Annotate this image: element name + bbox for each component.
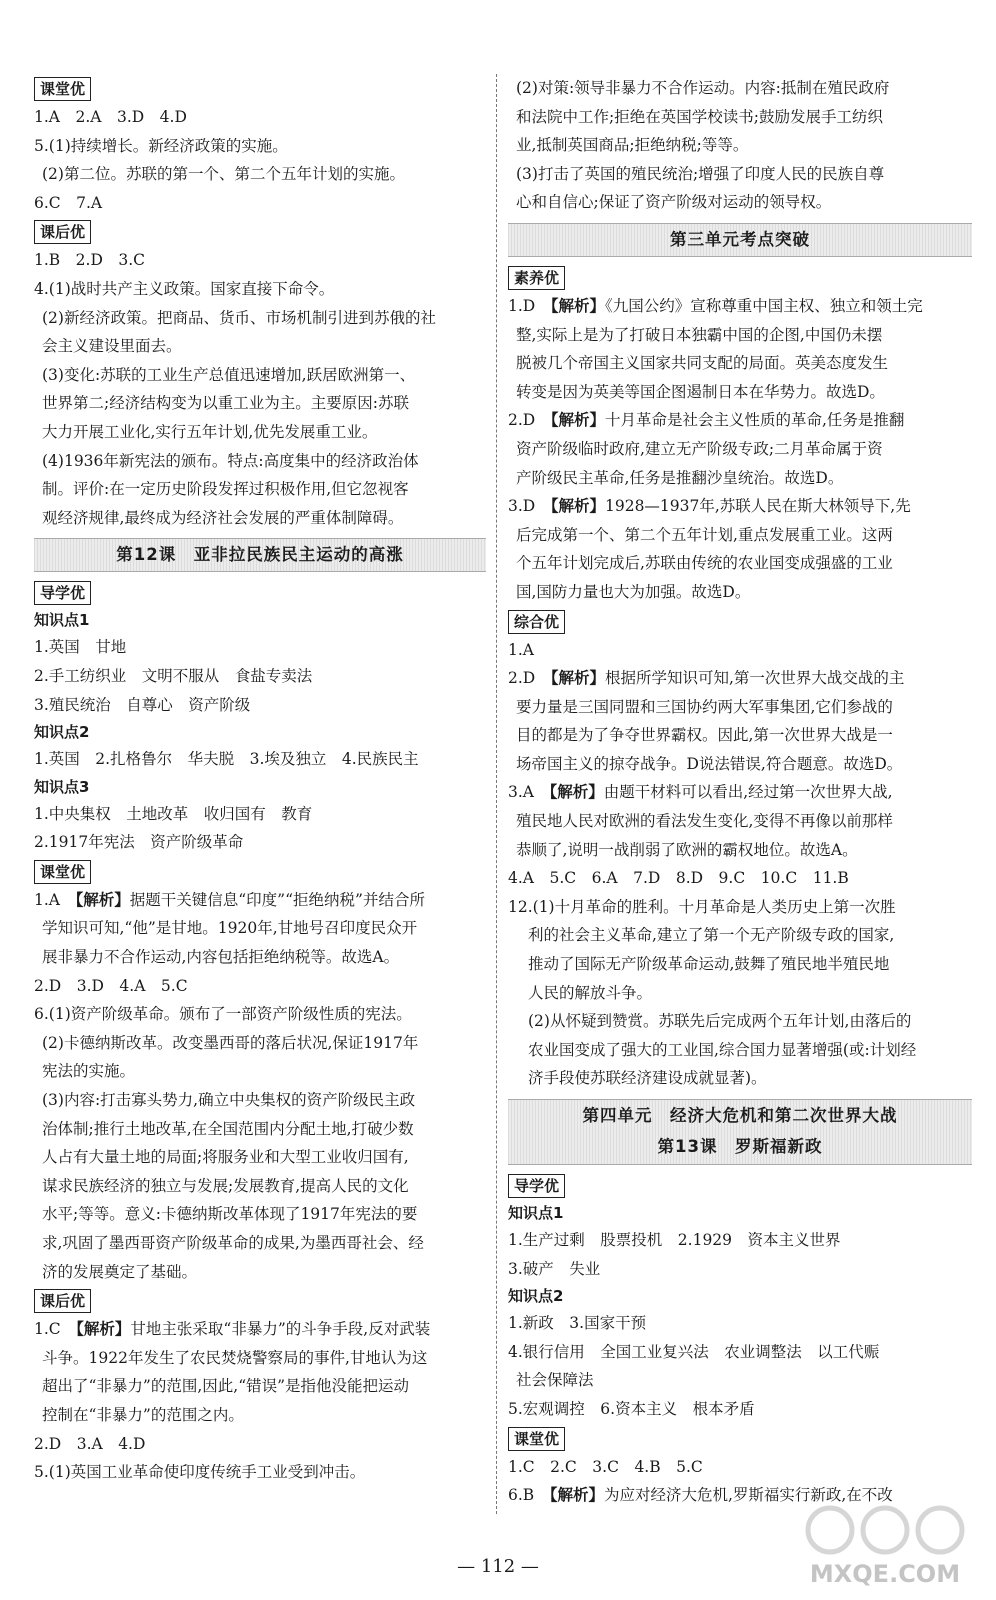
answer-line: 1.A: [508, 640, 534, 659]
section-tag: 课后优: [34, 1289, 91, 1313]
unit-banner: [508, 1099, 972, 1165]
answer-line: [34, 886, 486, 915]
answer-line: 济手段使苏联经济建设成就显著)。: [528, 1069, 767, 1088]
answer-number: 3.A: [508, 783, 550, 802]
knowledge-point-heading: 知识点2: [508, 1287, 564, 1306]
lesson-title: 第13课 罗斯福新政: [657, 1137, 823, 1156]
section-tag: 素养优: [508, 266, 565, 290]
section-tag-row: [508, 607, 972, 636]
column-divider: [496, 74, 497, 1514]
answer-line: 1.B 2.D 3.C: [34, 251, 146, 270]
answer-line: 农业国变成了强大的工业国,综合国力显著增强(或:计划经: [528, 1040, 917, 1059]
answer-line: 和法院中工作;拒绝在英国学校读书;鼓励发展手工纺织: [516, 107, 883, 126]
answer-line: (3)变化:苏联的工业生产总值迅速增加,跃居欧洲第一、: [42, 365, 416, 384]
answer-line: 1.中央集权 土地改革 收归国有 教育: [34, 804, 313, 823]
analysis-label: 【解析】: [549, 783, 604, 802]
answer-line: (3)打击了英国的殖民统治;增强了印度人民的民族自尊: [516, 164, 885, 183]
answer-line: 2.D 3.A 4.D: [34, 1434, 146, 1453]
answer-line: 场帝国主义的掠夺战争。D说法错误,符合题意。故选D。: [516, 754, 903, 773]
answer-line: (2)从怀疑到赞赏。苏联先后完成两个五年计划,由落后的: [528, 1012, 912, 1031]
answer-line: 求,巩固了墨西哥资产阶级革命的成果,为墨西哥社会、经: [42, 1234, 424, 1252]
knowledge-point-heading: 知识点3: [34, 777, 90, 796]
analysis-label: 【解析】: [550, 497, 605, 516]
answer-line: 心和自信心;保证了资产阶级对运动的领导权。: [516, 193, 832, 212]
answer-line: (2)第二位。苏联的第一个、第二个五年计划的实施。: [42, 165, 405, 184]
section-tag-row: [34, 1286, 486, 1315]
answer-line: 国,国防力量也大为加强。故选D。: [516, 582, 751, 601]
answer-line: (2)新经济政策。把商品、货币、市场机制引进到苏俄的社: [42, 308, 436, 327]
section-tag-row: [34, 217, 486, 246]
section-tag-row: [508, 263, 972, 292]
section-tag: 课堂优: [508, 1427, 565, 1451]
analysis-text: 十月革命是社会主义性质的革命,任务是推翻: [604, 411, 905, 430]
answer-line: 产阶级民主革命,任务是推翻沙皇统治。故选D。: [516, 468, 844, 487]
answer-line: (2)对策:领导非暴力不合作运动。内容:抵制在殖民政府: [516, 79, 890, 97]
answer-line: 5.宏观调控 6.资本主义 根本矛盾: [508, 1399, 755, 1418]
answer-line: 济的发展奠定了基础。: [42, 1262, 198, 1281]
answer-number: 1.D: [508, 296, 551, 315]
answer-line: 世界第二;经济结构变为以重工业为主。主要原因:苏联: [42, 394, 409, 413]
answer-number: 1.C: [34, 1320, 77, 1339]
answer-line: 后完成第一个、第二个五年计划,重点发展重工业。这两: [516, 525, 893, 544]
analysis-label: 【解析】: [550, 296, 605, 315]
answer-line: 6.(1)资产阶级革命。颁布了一部资产阶级性质的宪法。: [34, 1005, 412, 1024]
section-tag: 课后优: [34, 220, 91, 244]
analysis-text: 甘地主张采取“非暴力”的斗争手段,反对武装: [130, 1320, 431, 1339]
answer-line: 转变是因为英美等国企图遏制日本在华势力。故选D。: [516, 382, 885, 401]
answer-line: 人民的解放斗争。: [528, 983, 653, 1002]
left-column: [34, 74, 486, 1487]
answer-line: 资产阶级临时政府,建立无产阶级专政;二月革命属于资: [516, 439, 883, 458]
answer-line: 1.英国 甘地: [34, 638, 127, 657]
answer-line: [34, 1315, 486, 1344]
answer-line: 要力量是三国同盟和三国协约两大军事集团,它们参战的: [516, 697, 893, 716]
section-tag: 课堂优: [34, 860, 91, 884]
right-column: [508, 74, 972, 1510]
answer-line: 4.A 5.C 6.A 7.D 8.D 9.C 10.C 11.B: [508, 869, 849, 888]
answer-line: 3.破产 失业: [508, 1259, 601, 1278]
answer-line: 制。评价:在一定历史阶段发挥过积极作用,但它忽视客: [42, 480, 409, 499]
answer-line: 2.手工纺织业 文明不服从 食盐专卖法: [34, 666, 313, 685]
answer-line: 6.C 7.A: [34, 193, 103, 212]
analysis-label: 【解析】: [550, 411, 605, 430]
section-tag-row: [508, 1424, 972, 1453]
answer-line: 会主义建设里面去。: [42, 337, 182, 356]
section-tag: 导学优: [34, 581, 91, 605]
section-tag-row: [34, 578, 486, 607]
answer-line: 2.D 3.D 4.A 5.C: [34, 976, 188, 995]
answer-number: 2.D: [508, 411, 551, 430]
answer-line: [508, 292, 972, 321]
analysis-text: 据题干关键信息“印度”“拒绝纳税”并结合所: [129, 890, 425, 909]
lesson-banner: 第12课 亚非拉民族民主运动的高涨: [34, 538, 486, 572]
analysis-text: 《九国公约》宣称尊重中国主权、独立和领土完: [604, 296, 923, 315]
answer-line: 利的社会主义革命,建立了第一个无产阶级专政的国家,: [528, 926, 895, 945]
answer-number: 6.B: [508, 1486, 550, 1505]
section-tag: 综合优: [508, 610, 565, 634]
analysis-text: 根据所学知识可知,第一次世界大战交战的主: [604, 669, 905, 688]
section-tag-row: [34, 857, 486, 886]
answer-line: 1.生产过剩 股票投机 2.1929 资本主义世界: [508, 1231, 841, 1249]
answer-line: 推动了国际无产阶级革命运动,鼓舞了殖民地半殖民地: [528, 955, 890, 974]
answer-line: 治体制;推行土地改革,在全国范围内分配土地,打破少数: [42, 1119, 414, 1138]
section-tag-row: [508, 1171, 972, 1200]
answer-line: [508, 664, 972, 693]
analysis-label: 【解析】: [76, 1320, 131, 1339]
answer-line: [508, 406, 972, 435]
answer-line: (3)内容:打击寡头势力,确立中央集权的资产阶级民主政: [42, 1091, 416, 1110]
answer-line: 脱被几个帝国主义国家共同支配的局面。英美态度发生: [516, 354, 889, 373]
answer-line: 超出了“非暴力”的范围,因此,“错误”是指他没能把运动: [42, 1377, 410, 1396]
knowledge-point-heading: 知识点1: [34, 611, 90, 630]
analysis-label: 【解析】: [549, 1486, 604, 1505]
answer-line: 1.英国 2.扎格鲁尔 华夫脱 3.埃及独立 4.民族民主: [34, 750, 419, 769]
knowledge-point-heading: 知识点2: [34, 723, 90, 742]
answer-line: (4)1936年新宪法的颁布。特点:高度集中的经济政治体: [42, 451, 419, 470]
answer-line: 展非暴力不合作运动,内容包括拒绝纳税等。故选A。: [42, 948, 400, 967]
analysis-label: 【解析】: [75, 890, 130, 909]
answer-line: 恭顺了,说明一战削弱了欧洲的霸权地位。故选A。: [516, 840, 858, 859]
lesson-banner: 第三单元考点突破: [508, 223, 972, 257]
answer-line: 1.A 2.A 3.D 4.D: [34, 108, 187, 126]
watermark-logo: [790, 1500, 980, 1592]
answer-line: 社会保障法: [516, 1371, 594, 1390]
answer-line: 水平;等等。意义:卡德纳斯改革体现了1917年宪法的要: [42, 1205, 418, 1224]
knowledge-point-heading: 知识点1: [508, 1204, 564, 1222]
answer-number: 3.D: [508, 497, 551, 516]
answer-line: 12.(1)十月革命的胜利。十月革命是人类历史上第一次胜: [508, 897, 896, 916]
answer-line: 大力开展工业化,实行五年计划,优先发展重工业。: [42, 422, 378, 441]
section-tag: 导学优: [508, 1174, 565, 1198]
answer-number: 2.D: [508, 669, 551, 688]
answer-line: 整,实际上是为了打破日本独霸中国的企图,中国仍未摆: [516, 325, 883, 344]
answer-line: 谋求民族经济的独立与发展;发展教育,提高人民的文化: [42, 1176, 409, 1195]
answer-line: 1.C 2.C 3.C 4.B 5.C: [508, 1457, 703, 1476]
svg-text:MXQE.COM: MXQE.COM: [809, 1560, 961, 1588]
answer-line: 控制在“非暴力”的范围之内。: [42, 1405, 244, 1424]
answer-number: 1.A: [34, 890, 76, 909]
answer-line: 殖民地人民对欧洲的看法发生变化,变得不再像以前那样: [516, 812, 893, 831]
answer-line: [508, 492, 972, 521]
analysis-label: 【解析】: [550, 669, 605, 688]
page-number: — 112 —: [457, 1556, 539, 1577]
answer-line: 2.1917年宪法 资产阶级革命: [34, 833, 244, 852]
answer-line: 宪法的实施。: [42, 1062, 136, 1081]
answer-line: 3.殖民统治 自尊心 资产阶级: [34, 695, 251, 714]
section-tag: 课堂优: [34, 77, 91, 101]
answer-line: 4.(1)战时共产主义政策。国家直接下命令。: [34, 279, 335, 298]
section-tag-row: [34, 74, 486, 103]
answer-line: 学知识可知,“他”是甘地。1920年,甘地号召印度民众开: [42, 919, 418, 938]
answer-line: [508, 778, 972, 807]
answer-line: 5.(1)持续增长。新经济政策的实施。: [34, 136, 288, 155]
answer-line: 4.银行信用 全国工业复兴法 农业调整法 以工代赈: [508, 1342, 880, 1361]
answer-line: 观经济规律,最终成为经济社会发展的严重体制障碍。: [42, 508, 404, 527]
answer-line: 人占有大量土地的局面;将服务业和大型工业收归国有,: [42, 1148, 409, 1167]
unit-title: 第四单元 经济大危机和第二次世界大战: [582, 1106, 898, 1125]
answer-line: (2)卡德纳斯改革。改变墨西哥的落后状况,保证1917年: [42, 1033, 419, 1052]
analysis-text: 1928—1937年,苏联人民在斯大林领导下,先: [604, 497, 911, 516]
answer-line: 目的都是为了争夺世界霸权。因此,第一次世界大战是一: [516, 726, 893, 745]
answer-line: 业,抵制英国商品;拒绝纳税;等等。: [516, 136, 749, 155]
answer-line: 斗争。1922年发生了农民焚烧警察局的事件,甘地认为这: [42, 1348, 428, 1367]
answer-line: 个五年计划完成后,苏联由传统的农业国变成强盛的工业: [516, 554, 893, 573]
answer-line: 1.新政 3.国家干预: [508, 1314, 647, 1333]
analysis-text: 由题干材料可以看出,经过第一次世界大战,: [603, 783, 893, 802]
analysis-text: 为应对经济大危机,罗斯福实行新政,在不改: [603, 1486, 893, 1505]
answer-line: 5.(1)英国工业革命使印度传统手工业受到冲击。: [34, 1463, 366, 1482]
